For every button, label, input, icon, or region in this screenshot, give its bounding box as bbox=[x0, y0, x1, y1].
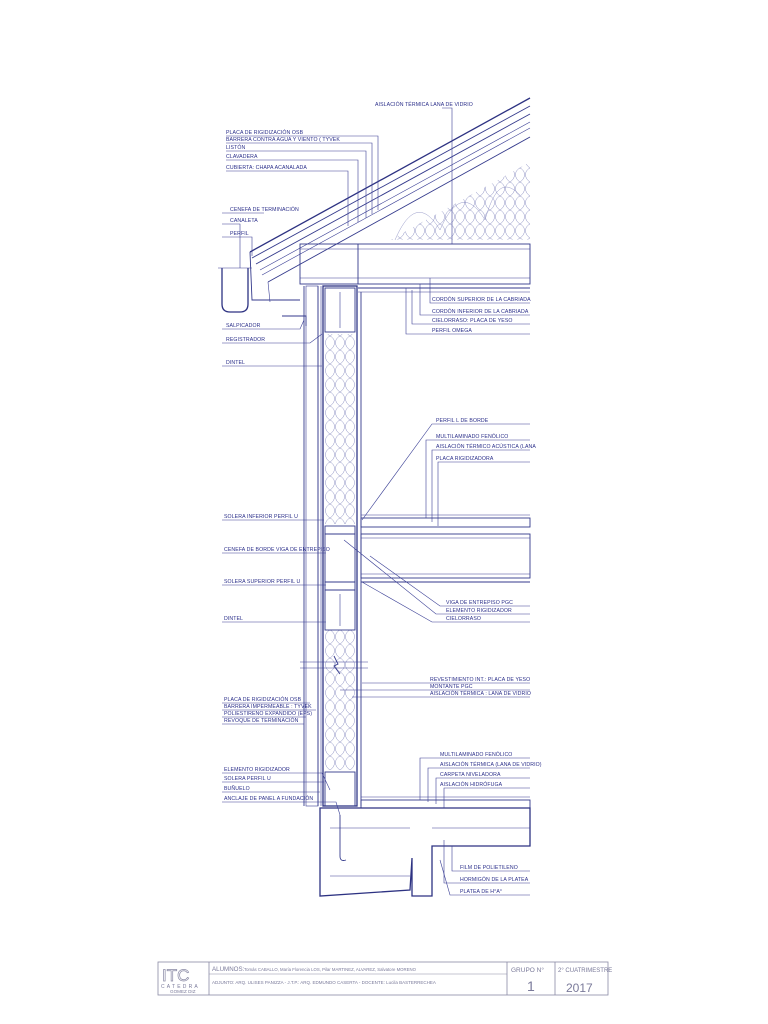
label-tyvek: BARRERA CONTRA AGUA Y VIENTO ( TYVEK bbox=[226, 137, 340, 143]
label-elemento-rigidizador-right: ELEMENTO RIGIDIZADOR bbox=[446, 608, 512, 614]
logo-itc: ITC bbox=[162, 966, 190, 985]
group-number: 1 bbox=[527, 978, 535, 994]
label-cielorraso: CIELORRASO bbox=[446, 616, 482, 622]
label-bunuelo: BUÑUELO bbox=[224, 786, 250, 792]
label-anclaje: ANCLAJE DE PANEL A FUNDACIÓN bbox=[224, 796, 314, 802]
label-canaleta: CANALETA bbox=[230, 218, 258, 224]
group-label: GRUPO N° bbox=[511, 967, 544, 974]
label-cenefa: CENEFA DE TERMINACIÓN bbox=[230, 207, 299, 213]
label-liston: LISTÓN bbox=[226, 145, 246, 151]
label-aislacion-lana: AISLACIÓN TÉRMICA : LANA DE VIDRIO bbox=[430, 691, 532, 697]
title-block bbox=[158, 962, 612, 995]
label-carpeta: CARPETA NIVELADORA bbox=[440, 772, 501, 778]
label-clavadera: CLAVADERA bbox=[226, 154, 258, 160]
term-label: 2° CUATRIMESTRE bbox=[558, 968, 613, 974]
label-film: FILM DE POLIETILENO bbox=[460, 865, 518, 871]
label-revestimiento-int: REVESTIMIENTO INT.: PLACA DE YESO bbox=[430, 677, 531, 683]
label-placa-rigidizadora: PLACA RIGIDIZADORA bbox=[436, 456, 494, 462]
students-list: Tomás CABALLO, María Florencia LOS, Pilar MARTINEZ, ALVAREZ, Salvatore MORENO bbox=[244, 967, 416, 972]
floor-assembly bbox=[361, 515, 530, 582]
label-viga-entrepiso: VIGA DE ENTREPISO PGC bbox=[446, 600, 513, 606]
label-solera-superior: SOLERA SUPERIOR PERFIL U bbox=[224, 579, 301, 585]
label-hormigon: HORMIGÓN DE LA PLATEA bbox=[460, 877, 529, 883]
logo-chair-name: GOMEZ DIZ bbox=[170, 989, 196, 994]
label-dintel-mid: DINTEL bbox=[224, 616, 244, 622]
label-cielorraso-yeso: CIELORRASO: PLACA DE YESO bbox=[432, 318, 513, 324]
label-eps: POLIESTIRENO EXPANDIDO (EPS) bbox=[224, 711, 313, 717]
label-osb-lower: PLACA DE RIGIDIZACIÓN OSB bbox=[224, 697, 302, 703]
label-cubierta: CUBIERTA: CHAPA ACANALADA bbox=[226, 165, 307, 171]
label-cenefa-borde: CENEFA DE BORDE VIGA DE ENTREPISO bbox=[224, 547, 330, 553]
year-label: 2017 bbox=[566, 981, 593, 995]
label-elemento-rigidizador-left: ELEMENTO RIGIDIZADOR bbox=[224, 767, 290, 773]
label-perfil: PERFIL bbox=[230, 231, 249, 237]
staff-list: ADJUNTO: ARQ. ULISES PANIZZA - J.T.P.: ARQ. EDMUNDO CASERTA - DOCENTE: Lucila BASTERRECHEA bbox=[212, 980, 436, 985]
label-aislacion-acustica: AISLACIÓN TÉRMICO ACÚSTICA (LANA bbox=[436, 444, 536, 450]
label-dintel-top: DINTEL bbox=[226, 360, 246, 366]
label-platea: PLATEA DE H°A° bbox=[460, 889, 503, 895]
label-salpicador: SALPICADOR bbox=[226, 323, 261, 329]
logo-catedra: CATEDRA bbox=[161, 984, 200, 990]
label-montante: MONTANTE PGC bbox=[430, 684, 473, 690]
label-solera-inferior: SOLERA INFERIOR PERFIL U bbox=[224, 514, 298, 520]
label-solera-perfil-u: SOLERA PERFIL U bbox=[224, 776, 271, 782]
students-label: ALUMNOS: bbox=[212, 966, 245, 973]
label-aislacion-termica: AISLACIÓN TÉRMICA (LANA DE VIDRIO) bbox=[440, 762, 542, 768]
label-tyvek-lower: BARRERA IMPERMEABLE : TYVEK bbox=[224, 704, 312, 710]
label-perfil-omega: PERFIL OMEGA bbox=[432, 328, 472, 334]
label-top-insulation: AISLACIÓN TÉRMICA LANA DE VIDRIO bbox=[375, 102, 473, 108]
label-cordon-superior: CORDÓN SUPERIOR DE LA CABRIADA bbox=[432, 297, 531, 303]
wall-assembly bbox=[300, 286, 368, 806]
label-revoque: REVOQUE DE TERMINACIÓN bbox=[224, 718, 299, 724]
label-multilaminado-lower: MULTILAMINADO FENÓLICO bbox=[440, 752, 513, 758]
label-registrador: REGISTRADOR bbox=[226, 337, 266, 343]
label-perfil-l: PERFIL L DE BORDE bbox=[436, 418, 489, 424]
label-multilaminado-upper: MULTILAMINADO FENÓLICO bbox=[436, 434, 509, 440]
label-osb: PLACA DE RIGIDIZACIÓN OSB bbox=[226, 130, 304, 136]
label-cordon-inferior: CORDÓN INFERIOR DE LA CABRIADA bbox=[432, 309, 529, 315]
label-aislacion-hidrofuga: AISLACIÓN HIDRÓFUGA bbox=[440, 782, 503, 788]
